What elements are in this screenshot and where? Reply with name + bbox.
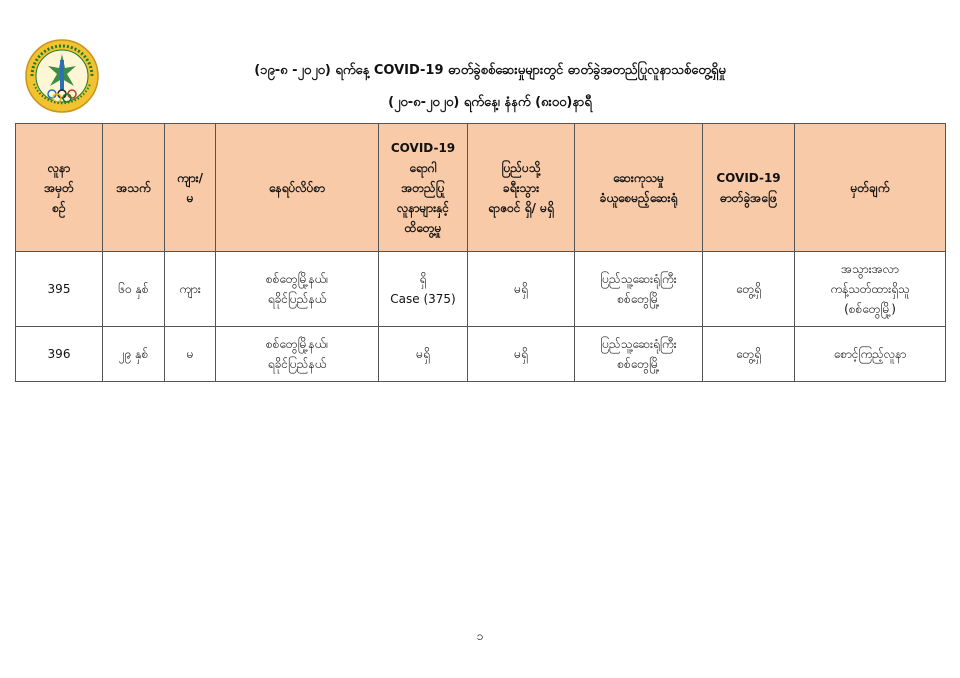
report-date: (၂၀-၈-၂၀၂၀) ရက်နေ့၊ နံနက် (၈း၀၀)နာရီ <box>388 95 592 110</box>
cell-travel: မရှိ <box>468 252 575 327</box>
cell-hospital: ပြည်သူ့ဆေးရုံကြီး စစ်တွေမြို့ <box>575 327 703 382</box>
cell-address: စစ်တွေမြို့နယ်၊ ရခိုင်ပြည်နယ် <box>216 327 379 382</box>
col-header-age: အသက် <box>103 124 165 252</box>
cell-age: ၆၀ နှစ် <box>103 252 165 327</box>
col-header-hospital: ဆေးကုသမှု ခံယူစေမည့်ဆေးရုံ <box>575 124 703 252</box>
table-header-row <box>16 124 946 252</box>
col-header-sex: ကျား/ မ <box>165 124 216 252</box>
cell-patient-no: 395 <box>16 252 103 327</box>
cell-age: ၂၉ နှစ် <box>103 327 165 382</box>
cell-sex: မ <box>165 327 216 382</box>
ministry-emblem-icon <box>24 38 100 114</box>
col-header-travel: ပြည်ပသို့ ခရီးသွား ရာဇဝင် ရှိ/ မရှိ <box>468 124 575 252</box>
table-row <box>16 252 946 327</box>
cell-result: တွေ့ရှိ <box>703 327 795 382</box>
cell-result: တွေ့ရှိ <box>703 252 795 327</box>
col-header-contact: COVID-19 ရောဂါ အတည်ပြု လူနာများနှင့် ထိတွေ့မှု <box>379 124 468 252</box>
report-title: (၁၉-၈ -၂၀၂၀) ရက်နေ့ COVID-19 ဓာတ်ခွဲစစ်ဆေးမှုများတွင် ဓာတ်ခွဲအတည်ပြုလူနာသစ်တွေ့ရှိမှု <box>254 63 726 78</box>
col-header-address: နေရပ်လိပ်စာ <box>216 124 379 252</box>
cell-contact: ရှိ Case (375) <box>379 252 468 327</box>
cell-remark: စောင့်ကြည့်လူနာ <box>795 327 946 382</box>
page-number: ၁ <box>476 629 484 643</box>
table-row <box>16 327 946 382</box>
cell-remark: အသွားအလာ ကန့်သတ်ထားရှိသူ (စစ်တွေမြို့) <box>795 252 946 327</box>
cell-address: စစ်တွေမြို့နယ်၊ ရခိုင်ပြည်နယ် <box>216 252 379 327</box>
col-header-remark: မှတ်ချက် <box>795 124 946 252</box>
col-header-patient-no: လူနာ အမှတ် စဉ် <box>16 124 103 252</box>
cell-travel: မရှိ <box>468 327 575 382</box>
cell-contact: မရှိ <box>379 327 468 382</box>
cell-patient-no: 396 <box>16 327 103 382</box>
ministry-logo <box>24 38 100 114</box>
cell-sex: ကျား <box>165 252 216 327</box>
cell-hospital: ပြည်သူ့ဆေးရုံကြီး စစ်တွေမြို့ <box>575 252 703 327</box>
cases-table <box>15 123 946 382</box>
col-header-result: COVID-19 ဓာတ်ခွဲအဖြေ <box>703 124 795 252</box>
